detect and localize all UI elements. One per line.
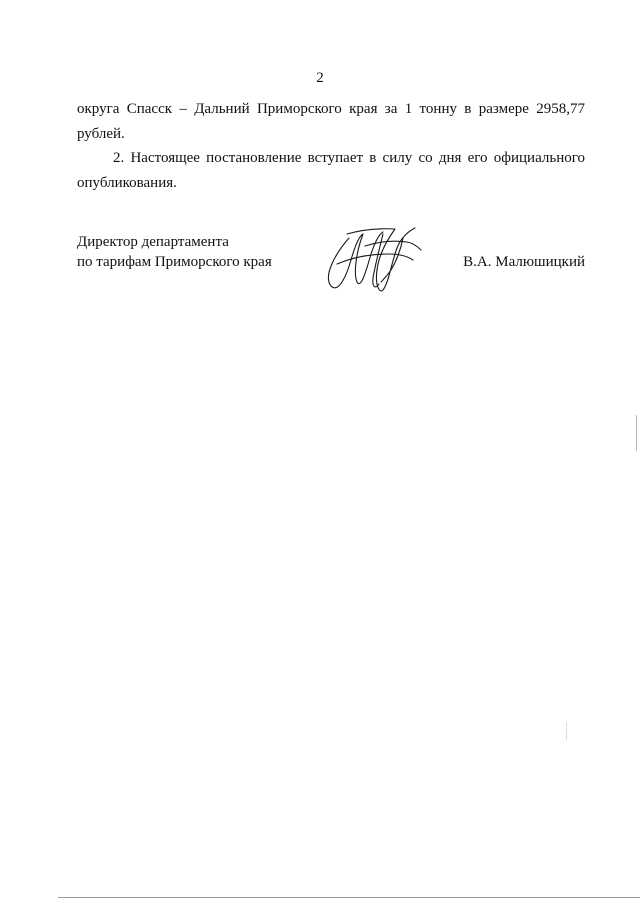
page-number: 2 [316,70,324,86]
signer-position-line: по тарифам Приморского края [77,254,272,270]
paragraph-line: 2. Настоящее постановление вступает в силу со дня его официального [113,150,585,166]
paragraph-line: опубликования. [77,175,177,191]
handwritten-signature [317,224,427,296]
scan-artifact [566,722,567,740]
paragraph-effective-date [77,146,585,196]
signer-name: В.А. Малюшицкий [463,254,585,270]
signer-position-line: Директор департамента [77,234,229,250]
signer-position [77,232,272,272]
paragraph-line: рублей. [77,126,125,142]
paragraph-tariff [77,97,585,147]
page-bottom-edge [58,897,640,898]
scan-artifact [636,415,637,451]
paragraph-line: округа Спасск – Дальний Приморского края за 1 тонну в размере 2958,77 [77,101,585,117]
signature-block [77,232,585,302]
